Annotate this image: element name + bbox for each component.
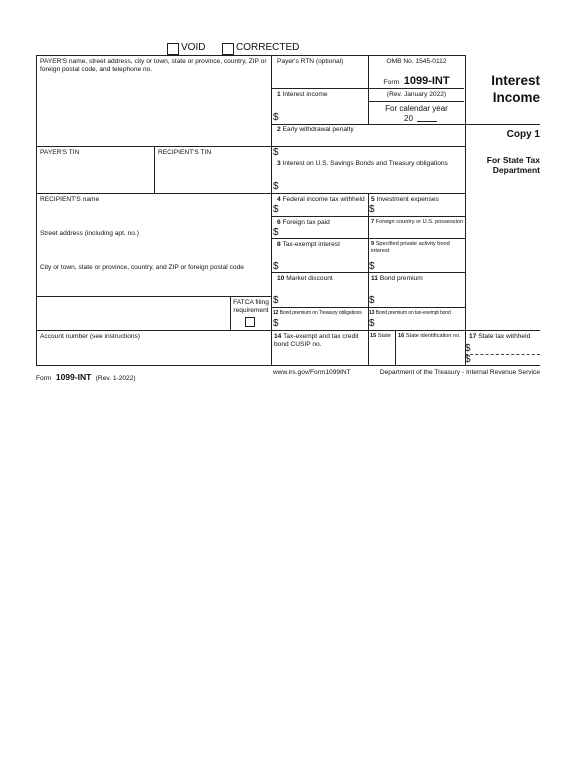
rule-box2-top bbox=[271, 124, 540, 125]
footer-department: Department of the Treasury - Internal Revenue Service bbox=[379, 369, 540, 376]
box12-dollar: $ bbox=[273, 318, 279, 329]
void-label: VOID bbox=[181, 42, 206, 53]
box12-label bbox=[273, 310, 362, 316]
form-bottom-line bbox=[36, 365, 540, 366]
box15-num: 15 bbox=[370, 333, 377, 339]
rule-box3-top bbox=[271, 146, 465, 147]
box2-text: Early withdrawal penalty bbox=[282, 126, 354, 133]
box7-num: 7 bbox=[371, 219, 375, 225]
calendar-year-label: For calendar year bbox=[385, 104, 448, 113]
box3-dollar: $ bbox=[273, 181, 279, 192]
box3-num: 3 bbox=[277, 160, 281, 167]
box1-dollar: $ bbox=[273, 112, 279, 123]
form-top-line bbox=[36, 55, 465, 56]
box9-label bbox=[371, 241, 463, 254]
box11-label bbox=[371, 275, 423, 283]
street-address-label: Street address (including apt. no.) bbox=[40, 230, 139, 237]
box9-dollar: $ bbox=[369, 261, 375, 272]
year-prefix: 20 bbox=[404, 114, 413, 123]
rule-box5-divider bbox=[368, 193, 369, 365]
box9-num: 9 bbox=[371, 241, 375, 247]
box12-num: 12 bbox=[273, 310, 279, 316]
box2-num: 2 bbox=[277, 126, 281, 133]
footer-form-id bbox=[36, 367, 136, 385]
box11-text: Bond premium bbox=[379, 275, 423, 282]
box11-num: 11 bbox=[371, 275, 378, 282]
box4-text: Federal income tax withheld bbox=[282, 196, 365, 203]
box6-dollar: $ bbox=[273, 227, 279, 238]
box2-label bbox=[277, 126, 354, 134]
box13-label bbox=[369, 310, 451, 316]
box15-text: State bbox=[377, 333, 391, 339]
box16-label bbox=[398, 333, 461, 339]
omb-number: OMB No. 1545-0112 bbox=[386, 58, 447, 65]
box6-num: 6 bbox=[277, 219, 281, 226]
box7-label bbox=[371, 219, 463, 225]
city-state-label: City or town, state or province, country, and ZIP or foreign postal code bbox=[40, 264, 244, 271]
recipient-tin-label: RECIPIENT'S TIN bbox=[158, 149, 212, 156]
title-line2: Income bbox=[492, 90, 540, 105]
rule-recipient-top bbox=[36, 193, 465, 194]
box10-text: Market discount bbox=[286, 275, 333, 282]
box14-text: Tax-exempt and tax credit bond CUSIP no. bbox=[274, 333, 359, 348]
form-prefix: Form bbox=[383, 79, 400, 86]
copy-label: Copy 1 bbox=[506, 129, 540, 140]
form-revision: (Rev. January 2022) bbox=[386, 91, 447, 98]
box8-text: Tax-exempt interest bbox=[282, 241, 340, 248]
box16-num: 16 bbox=[398, 333, 405, 339]
box6-text: Foreign tax paid bbox=[282, 219, 330, 226]
box5-dollar: $ bbox=[369, 204, 375, 215]
fatca-checkbox[interactable] bbox=[245, 317, 255, 327]
form-name: 1099-INT bbox=[403, 75, 450, 87]
box8-dollar: $ bbox=[273, 261, 279, 272]
box7-text: Foreign country or U.S. possession bbox=[375, 219, 464, 225]
box13-dollar: $ bbox=[369, 318, 375, 329]
box13-text: Bond premium on tax-exempt bond bbox=[375, 310, 451, 316]
box17-label bbox=[469, 333, 530, 341]
box11-dollar: $ bbox=[369, 295, 375, 306]
box15-label bbox=[370, 333, 391, 339]
calendar-year-field[interactable] bbox=[404, 114, 437, 123]
rule-fatca-top bbox=[36, 296, 271, 297]
copy-for-line1: For State Tax bbox=[486, 155, 540, 165]
box4-num: 4 bbox=[277, 196, 281, 203]
void-checkbox[interactable] bbox=[167, 43, 179, 55]
box1-text: Interest income bbox=[282, 91, 328, 98]
copy-for-line2: Department bbox=[492, 165, 540, 175]
title-line1: Interest bbox=[491, 73, 540, 88]
rule-box16-divider bbox=[395, 330, 396, 365]
box12-text: Bond premium on Treasury obligations bbox=[279, 310, 362, 316]
rule-left-edge bbox=[36, 55, 37, 365]
rule-center-divider bbox=[271, 55, 272, 365]
account-number-label: Account number (see instructions) bbox=[40, 333, 141, 340]
rtn-label: Payer's RTN (optional) bbox=[277, 58, 344, 65]
box14-label bbox=[274, 333, 366, 348]
box4-dollar: $ bbox=[273, 204, 279, 215]
corrected-checkbox[interactable] bbox=[222, 43, 234, 55]
omb-form-title bbox=[368, 71, 465, 89]
box10-num: 10 bbox=[277, 275, 285, 282]
box17-dollar-2: $ bbox=[465, 354, 471, 365]
box5-label bbox=[371, 196, 439, 204]
box9-text: Specified private activity bond interest bbox=[371, 241, 450, 254]
box17-text: State tax withheld bbox=[478, 333, 531, 340]
box13-num: 13 bbox=[369, 310, 375, 316]
payer-tin-label: PAYER'S TIN bbox=[40, 149, 80, 156]
box8-num: 8 bbox=[277, 241, 281, 248]
box2-dollar: $ bbox=[273, 147, 279, 158]
box3-text: Interest on U.S. Savings Bonds and Treasury obligations bbox=[282, 160, 448, 167]
box17-dollar-1: $ bbox=[465, 343, 471, 354]
footer-url: www.irs.gov/Form1099INT bbox=[273, 369, 351, 376]
box1-num: 1 bbox=[277, 91, 281, 98]
footer-form-prefix: Form bbox=[36, 375, 52, 382]
box4-label bbox=[277, 196, 365, 204]
footer-form-name: 1099-INT bbox=[55, 372, 92, 382]
box5-num: 5 bbox=[371, 196, 375, 203]
recipient-name-label: RECIPIENT'S name bbox=[40, 196, 100, 203]
rule-right-divider bbox=[465, 55, 466, 365]
rule-calendar-top bbox=[368, 101, 464, 102]
box17-num: 17 bbox=[469, 333, 477, 340]
box16-text: State identification no. bbox=[405, 333, 461, 339]
footer-rev: (Rev. 1-2022) bbox=[95, 375, 136, 382]
rule-tin-divider bbox=[154, 146, 155, 193]
payer-name-label: PAYER'S name, street address, city or town, state or province, country, ZIP or foreign postal code, and telephone no. bbox=[40, 58, 267, 73]
box10-label bbox=[277, 275, 333, 283]
box8-label bbox=[277, 241, 340, 249]
fatca-label: FATCA filing requirement bbox=[233, 299, 269, 314]
box5-text: Investment expenses bbox=[376, 196, 439, 203]
box1-label bbox=[277, 91, 328, 99]
corrected-label: CORRECTED bbox=[236, 42, 300, 53]
box3-label bbox=[277, 160, 448, 168]
box10-dollar: $ bbox=[273, 295, 279, 306]
rule-box17-dash bbox=[465, 354, 540, 355]
box6-label bbox=[277, 219, 330, 227]
year-underline bbox=[417, 121, 437, 122]
box14-num: 14 bbox=[274, 333, 282, 340]
